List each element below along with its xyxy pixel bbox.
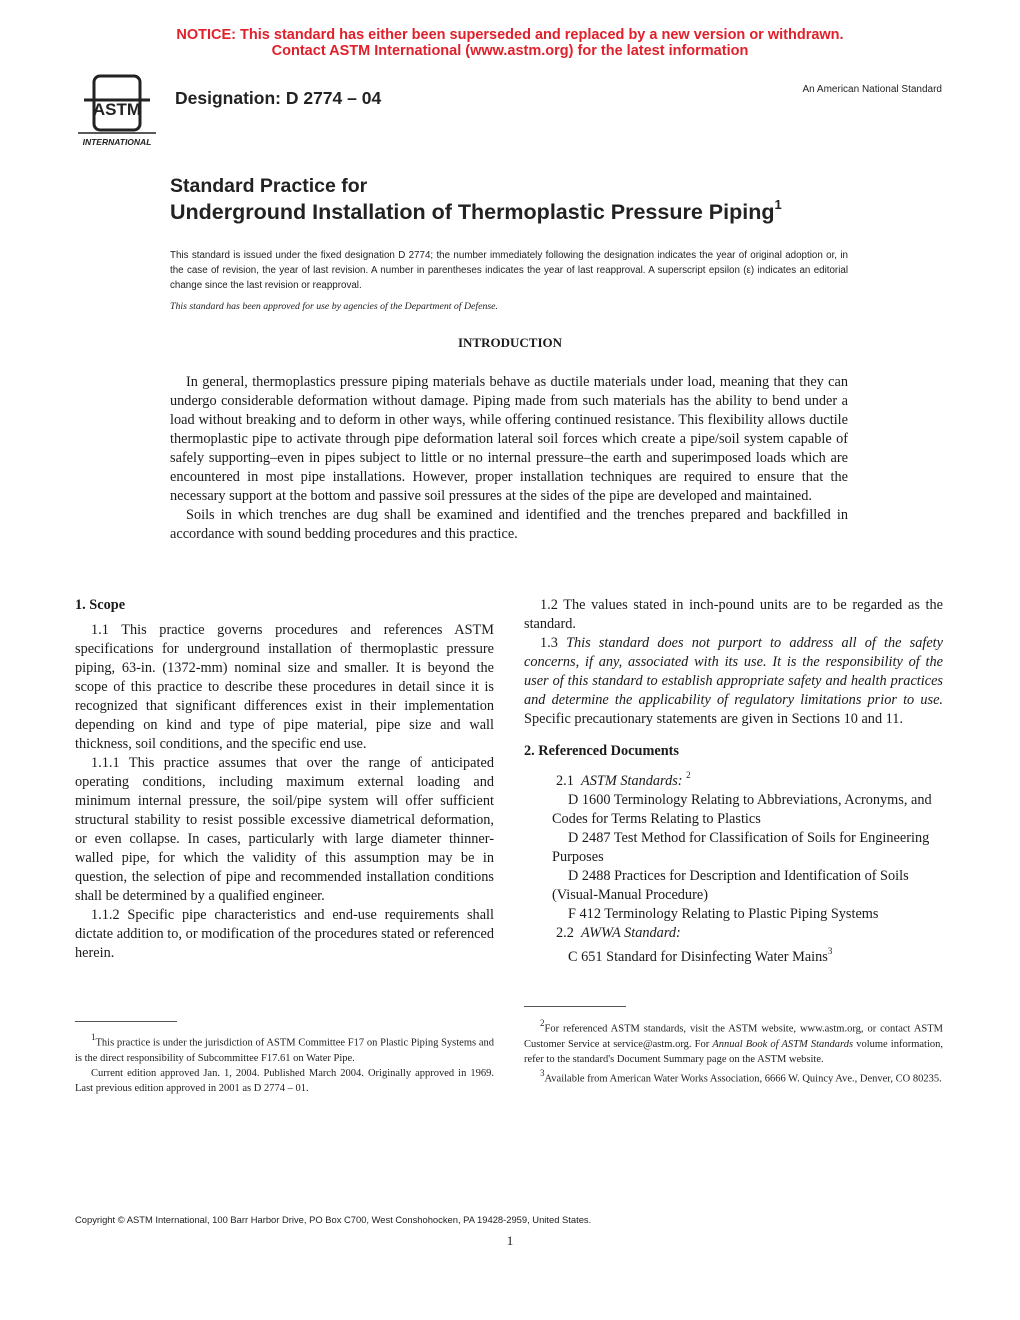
footnote-divider [75,1021,177,1022]
title-line-1: Standard Practice for [170,175,368,197]
reference-item: D 2487 Test Method for Classification of Soils for Engineering Purposes [552,829,930,865]
reference-item [524,943,943,967]
copyright-line: Copyright © ASTM International, 100 Barr Harbor Drive, PO Box C700, West Conshohocken, PA 19428-2959, United States. [75,1214,592,1225]
footnotes-left [75,1031,494,1096]
paragraph-1-3 [524,634,943,729]
footnote-1 [75,1031,494,1066]
footnote-text: volume information, refer to the standard's Document Summary page on the ASTM website. [524,1038,943,1065]
reference-text: C 651 Standard for Disinfecting Water Mains [568,948,828,965]
reference-item: D 1600 Terminology Relating to Abbreviations, Acronyms, and Codes for Terms Relating to Plastics [552,791,932,827]
subsection-number: 2.2 [556,924,574,941]
approved-note: This standard has been approved for use by agencies of the Department of Defense. [170,301,498,312]
reference-item: D 2488 Practices for Description and Identification of Soils (Visual-Manual Procedure) [552,867,909,903]
precaution-reference: Specific precautionary statements are given in Sections 10 and 11. [524,711,904,727]
footnote-mark: 3 [827,945,833,956]
paragraph-1-1-1: 1.1.1 This practice assumes that over the range of anticipated operating conditions, including maximum external loading and minimum internal pressure, the soil/pipe system will offer sufficient structural stability to resist possible excessive diametrical deformation, or even collapse. In cases, particularly with large diameter thinner-walled pipe, for which the validity of this assumption may be in question, the selection of pipe and recommended installation conditions shall be determined by a qualified engineer. [75,755,494,904]
introduction-paragraph: In general, thermoplastics pressure piping materials behave as ductile materials under load, meaning that they can undergo considerable deformation without damage. Piping made from such materials has the ability to bend under a load without breaking and to deform in other ways, while offering continued resistance. This flexibility allows ductile thermoplastic pipe to activate through pipe deformation lateral soil forces which create a pipe/soil system capable of safely supporting–even in pipes subject to little or no internal pressure–the earth and superimposed loads which are encountered in most pipe installations. However, proper installation techniques are required to ensure that the necessary support at the bottom and passive soil pressures at the sides of the pipe are developed and maintained. [170,374,848,504]
paragraph-1-1-2: 1.1.2 Specific pipe characteristics and end-use requirements shall dictate addition to, or modification of the procedures stated or referenced herein. [75,907,494,961]
superseded-notice [0,27,1020,59]
notice-line-1: NOTICE: This standard has either been superseded and replaced by a new version or withdrawn. [176,27,844,43]
section-heading-scope: 1. Scope [75,597,126,613]
reference-item: F 412 Terminology Relating to Plastic Piping Systems [568,905,879,922]
page-number: 1 [506,1233,514,1248]
title-footnote-mark: 1 [774,197,782,212]
title-line-2 [170,199,782,225]
footnote-text: This practice is under the jurisdiction of ASTM Committee F17 on Plastic Piping Systems and is the direct responsibility of Subcommittee F17.61 on Water Pipe. [75,1037,494,1064]
subsection-number: 2.1 [556,772,574,789]
logo-subtitle: INTERNATIONAL [82,137,152,147]
footnote-text: Available from American Water Works Association, 6666 W. Quincy Ave., Denver, CO 80235. [544,1073,942,1084]
section-heading-referenced-documents: 2. Referenced Documents [524,743,679,759]
subsection-title: AWWA Standard: [581,924,681,941]
title-text: Underground Installation of Thermoplastic Pressure Piping [170,200,775,225]
paragraph-1-2: 1.2 The values stated in inch-pound units are to be regarded as the standard. [524,597,943,632]
footnote-2 [524,1017,943,1067]
awwa-standard-label [524,924,943,943]
footnote-mark: 3 [540,1067,545,1078]
left-column [75,596,494,963]
footnote-text: For referenced ASTM standards, visit the ASTM website, www.astm.org, or contact ASTM Customer Service at service@astm.org. For [524,1023,943,1050]
paragraph-1-3-number: 1.3 [540,635,558,651]
right-column [524,596,943,967]
introduction-body [170,373,848,544]
astm-standards-label [524,767,943,791]
national-standard-label: An American National Standard [802,84,942,95]
astm-logo [74,72,160,150]
issued-note: This standard is issued under the fixed designation D 2774; the number immediately following the designation indicates the year of original adoption or, in the case of revision, the year of last revision. A number in parentheses indicates the year of last reapproval. A superscript epsilon (ε) indicates an editorial change since the last revision or reapproval. [170,250,848,291]
footnote-mark: 2 [540,1018,545,1028]
subsection-title: ASTM Standards: [581,772,683,789]
safety-statement: This standard does not purport to address all of the safety concerns, if any, associated with its use. It is the responsibility of the user of this standard to establish appropriate safety and health practices and determine the applicability of regulatory limitations prior to use. [524,635,943,708]
footnote-mark: 2 [686,770,691,780]
footnote-mark: 1 [91,1032,96,1042]
footnotes-right [524,1017,943,1086]
footnote-divider [524,1006,626,1007]
designation: Designation: D 2774 – 04 [175,88,382,108]
footnote-1-edition: Current edition approved Jan. 1, 2004. Published March 2004. Originally approved in 1969. Last previous edition approved in 2001 as D 2774 – 01. [75,1067,494,1094]
notice-line-2: Contact ASTM International (www.astm.org) for the latest information [271,43,749,59]
paragraph-1-1: 1.1 This practice governs procedures and references ASTM specifications for underground installation of thermoplastic pressure piping, 63-in. (1372-mm) nominal size and smaller. It is beyond the scope of this practice to describe these procedures in detail since it is recognized that significant differences exist in their implementation depending on kind and type of pipe material, pipe size and wall thickness, soil conditions, and the specific end use. [75,622,494,752]
footnote-3 [524,1067,943,1087]
introduction-paragraph: Soils in which trenches are dug shall be examined and identified and the trenches prepared and backfilled in accordance with sound bedding procedures and this practice. [170,507,848,542]
introduction-heading: INTRODUCTION [457,335,562,350]
logo-letters: ASTM [92,100,142,119]
footnote-italic: Annual Book of ASTM Standards [712,1038,854,1050]
